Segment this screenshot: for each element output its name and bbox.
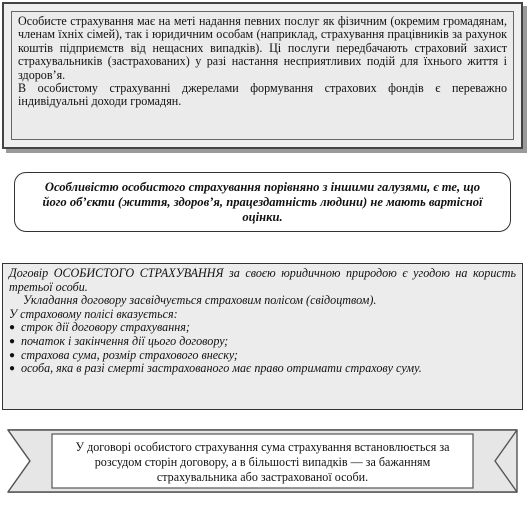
contract-line-1: Договір ОСОБИСТОГО СТРАХУВАННЯ за своєю юридичною природою є угодою на користь третьої особи. [9, 266, 516, 294]
list-item: ● особа, яка в разі смерті застрахованого має право отримати страхову суму. [9, 361, 422, 376]
contract-box [2, 263, 523, 410]
list-item: ● страхова сума, розмір страхового внеску; [9, 347, 238, 362]
banner-text-wrap [61, 438, 464, 486]
list-item: ● початок і закінчення дії цього договору; [9, 333, 229, 348]
policy-contents-list [9, 321, 516, 375]
personal-insurance-definition-box [2, 2, 523, 149]
banner-text: У договорі особистого страхування сума страхування встановлюється за розсудом сторін договору, а в більшості випадків — за бажанням страхувальника або застрахованої особи. [75, 439, 450, 484]
list-item: ● строк дії договору страхування; [9, 320, 190, 335]
contract-line-3: У страховому полісі вказується: [9, 306, 178, 321]
definition-paragraph-2: В особистому страхуванні джерелами формування страхових фондів є переважно індивідуальні доходи громадян. [18, 81, 507, 109]
definition-box-inner [11, 11, 514, 140]
definition-paragraph-1: Особисте страхування має на меті надання певних послуг як фізичним (окремим громадянам, членам їхніх сімей), так і юридичним особам (наприклад, страхування працівників за рахунок коштів підприємств від нещасних випадків). Ці послуги передбачають страховий захист страхувальників (застрахованих) у разі настання несприятливих подій для їхнього життя і здоров’я. [18, 14, 507, 82]
feature-text: Особливістю особистого страхування порівняно з іншими галузями, є те, що його об’єкти (життя, здоров’я, працездатність людини) не мають вартісної оцінки. [42, 179, 483, 224]
contract-line-2: Укладання договору засвідчується страховим полісом (свідоцтвом). [23, 293, 377, 308]
bullet-icon: ● [9, 322, 16, 334]
bullet-icon: ● [9, 349, 16, 361]
feature-rounded-box [14, 172, 511, 232]
bullet-icon: ● [9, 363, 16, 375]
sum-insured-banner [6, 428, 519, 494]
bullet-icon: ● [9, 335, 16, 347]
